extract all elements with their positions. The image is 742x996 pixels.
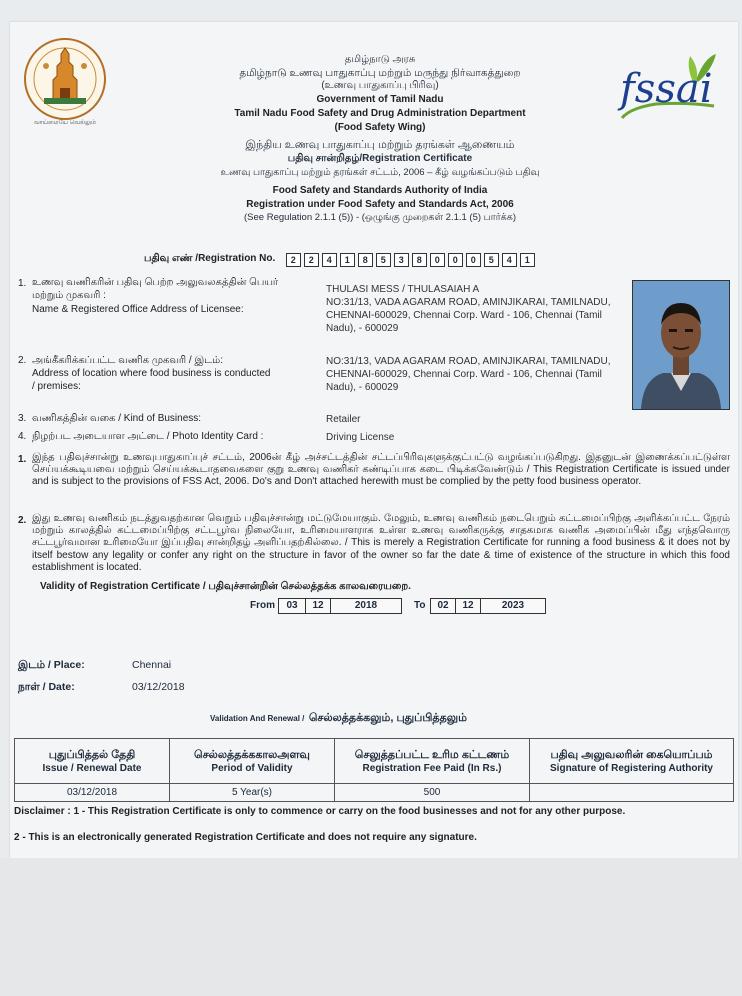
place-value: Chennai xyxy=(132,659,172,671)
fssai-logo-icon xyxy=(616,48,720,122)
field-4-number: 4. xyxy=(18,431,27,442)
note-2-en: / This is merely a Registration Certificate for running a food business & it does not by itself bestow any legality or confer any right on the structure in favor of the owner so far the date & time of existence of the structure in which this food establishment is located. xyxy=(32,537,730,573)
note-2-ta: இது உணவு வணிகம் நடத்துவதற்கான வெறும் பதிவுச்சான்று மட்டுமேயாகும். மேலும், உணவு வணிகம் நடைபெறும் கட்டமைப்பிற்கு அளிக்கப்பட்ட நேரம் மற்றும் காலத்தில் கட்டமைப்பிற்கு சட்டபூர்வ நிலையோ, உரிமையாளராக உள்ள உணவு வணிகருக்கு சாதகமாக வணிக அமைப்பின் மீது எந்தவொரு சட்டபூர்வமான உரிமையோ இப்பதிவு சான்றிதழ் அளிப்பதற்கில்லை. xyxy=(32,513,730,549)
from-year: 2018 xyxy=(330,598,402,614)
wing-title-en: (Food Safety Wing) xyxy=(334,122,426,133)
licensee-address: NO:31/13, VADA AGARAM ROAD, AMINJIKARAI, TAMILNADU, CHENNAI-600029, Chennai Corp. Ward - 106, Chennai (Tamil Nadu), - 600029 xyxy=(326,297,611,334)
note-1-number: 1. xyxy=(18,454,27,465)
col-fee-paid-ta: செலுத்தப்பட்ட உரிம கட்டணம் xyxy=(354,748,510,761)
authority-title-en: Food Safety and Standards Authority of India xyxy=(272,185,488,196)
registration-digit: 1 xyxy=(520,253,535,267)
col-fee-paid-en: Registration Fee Paid (In Rs.) xyxy=(362,762,502,774)
col-signature-en: Signature of Registering Authority xyxy=(550,762,713,774)
fssai-logo xyxy=(616,48,720,122)
cell-renewal-date: 03/12/2018 xyxy=(15,784,170,802)
registration-digit: 3 xyxy=(394,253,409,267)
col-renewal-date xyxy=(15,739,170,784)
field-2-label-en: Address of location where food business is conducted / premises: xyxy=(32,368,271,392)
renewal-table xyxy=(14,738,734,802)
disclaimer-1: Disclaimer : 1 - This Registration Certificate is only to commence or carry on the food businesses and not for any other purpose. xyxy=(14,806,626,817)
validity-to-label: To xyxy=(414,600,426,611)
registration-digit: 5 xyxy=(484,253,499,267)
field-1-label-ta: உணவு வணிகரின் பதிவு பெற்ற அலுவலகத்தின் பெயர் மற்றும் முகவரி : xyxy=(32,277,279,301)
registration-digit: 2 xyxy=(286,253,301,267)
field-1-number: 1. xyxy=(18,278,27,289)
to-month: 12 xyxy=(455,598,481,614)
col-period-validity xyxy=(170,739,335,784)
background-area xyxy=(0,858,742,996)
registration-digit: 5 xyxy=(376,253,391,267)
col-period-validity-en: Period of Validity xyxy=(211,762,293,774)
registration-number-row xyxy=(144,250,624,268)
registration-digit: 0 xyxy=(466,253,481,267)
date-value: 03/12/2018 xyxy=(132,681,185,693)
table-row xyxy=(15,784,734,802)
kind-of-business: Retailer xyxy=(326,414,361,425)
registration-digit: 0 xyxy=(448,253,463,267)
to-day: 02 xyxy=(430,598,456,614)
note-1-en: / This Registration Certificate is issued under and is subject to the provisions of FSS Act, 2006. Do's and Don't attached herewith must be complied by the petty food business operator. xyxy=(32,464,731,488)
from-day: 03 xyxy=(278,598,306,614)
cell-signature xyxy=(530,784,734,802)
place-label: இடம் / Place: xyxy=(18,659,85,671)
act-title-ta: உணவு பாதுகாப்பு மற்றும் தரங்கள் சட்டம், 2006 – கீழ் வழங்கப்படும் பதிவு xyxy=(220,167,540,178)
wing-title-ta: (உணவு பாதுகாப்பு பிரிவு) xyxy=(321,80,439,91)
certificate-page xyxy=(10,22,738,858)
registration-digit: 8 xyxy=(358,253,373,267)
renewal-title xyxy=(210,708,550,726)
col-signature xyxy=(530,739,734,784)
photo-id-card: Driving License xyxy=(326,432,395,443)
from-month: 12 xyxy=(305,598,331,614)
registration-digits xyxy=(286,250,538,267)
authority-title-ta: இந்திய உணவு பாதுகாப்பு மற்றும் தரங்கள் ஆணையம் xyxy=(245,139,515,151)
validity-from-label: From xyxy=(250,600,275,611)
emblem-motto: வாய்மையே வெல்லும் xyxy=(33,120,96,126)
field-4-label: நிழற்பட அடையாள அட்டை / Photo Identity Card : xyxy=(32,431,264,442)
field-2-number: 2. xyxy=(18,355,27,366)
col-renewal-date-en: Issue / Renewal Date xyxy=(42,762,142,774)
premises-address: NO:31/13, VADA AGARAM ROAD, AMINJIKARAI, TAMILNADU, CHENNAI-600029, Chennai Corp. Ward - 106, Chennai (Tamil Nadu), - 600029 xyxy=(326,356,611,393)
dept-title-ta: தமிழ்நாடு உணவு பாதுகாப்பு மற்றும் மருந்து நிர்வாகத்துறை xyxy=(239,67,521,79)
regulation-ref: (See Regulation 2.1.1 (5)) - (ஒழுங்கு முறைகள் 2.1.1 (5) பார்க்க) xyxy=(244,212,516,223)
renewal-title-en: Validation And Renewal / xyxy=(210,714,305,723)
registration-digit: 2 xyxy=(304,253,319,267)
note-2-number: 2. xyxy=(18,515,27,526)
state-title-ta: தமிழ்நாடு அரசு xyxy=(344,54,416,65)
renewal-title-ta: செல்லத்தக்கலும், புதுப்பித்தலும் xyxy=(308,712,467,724)
field-1-label-en: Name & Registered Office Address of Licensee: xyxy=(32,304,244,315)
col-renewal-date-ta: புதுப்பித்தல் தேதி xyxy=(48,748,136,761)
col-fee-paid xyxy=(335,739,530,784)
licensee-photo xyxy=(632,280,730,410)
gov-title-en: Government of Tamil Nadu xyxy=(316,94,444,105)
person-photo-icon xyxy=(633,281,729,409)
registration-label: பதிவு எண் /Registration No. xyxy=(144,253,276,264)
to-year: 2023 xyxy=(480,598,546,614)
licensee-name: THULASI MESS / THULASAIAH A xyxy=(326,284,480,295)
validity-title: Validity of Registration Certificate / பதிவுச்சான்றின் செல்லத்தக்க காலவரையறை. xyxy=(40,581,411,592)
col-period-validity-ta: செல்லத்தக்ககாலஅளவு xyxy=(194,748,310,761)
field-3-label: வணிகத்தின் வகை / Kind of Business: xyxy=(32,413,202,424)
cell-fee: 500 xyxy=(335,784,530,802)
disclaimer-2: 2 - This is an electronically generated Registration Certificate and does not require any signature. xyxy=(14,832,477,843)
table-header-row xyxy=(15,739,734,784)
field-3-number: 3. xyxy=(18,413,27,424)
note-1-ta: இந்த பதிவுச்சான்று உணவுபாதுகாப்புச் சட்டம், 2006ன் கீழ் அச்சட்டத்தின் சட்டப்பிரிவுகளுக்குட்பட்டு வழங்கப்படுகிறது. இதனுடன் இணைக்கப்பட்டுள்ள செய்யக்கூடியவை மற்றும் செய்யக்கூடாதவைகளை குறு உணவு வணிகர் கண்டிப்பாக கடை பிடிக்கவேண்டும் xyxy=(32,452,730,476)
certificate-title: பதிவு சான்றிதழ்/Registration Certificate xyxy=(287,153,473,164)
note-1 xyxy=(32,452,730,489)
cell-period: 5 Year(s) xyxy=(170,784,335,802)
registration-digit: 1 xyxy=(340,253,355,267)
registration-digit: 4 xyxy=(502,253,517,267)
note-2 xyxy=(32,513,730,574)
dept-title-en: Tamil Nadu Food Safety and Drug Administration Department xyxy=(234,108,526,119)
field-2-label-ta: அங்கீகரிக்கப்பட்ட வணிக முகவரி / இடம்: xyxy=(32,355,223,366)
registration-digit: 0 xyxy=(430,253,445,267)
act-title-en: Registration under Food Safety and Standards Act, 2006 xyxy=(246,199,514,210)
date-label: நாள் / Date: xyxy=(18,681,75,693)
registration-digit: 4 xyxy=(322,253,337,267)
registration-digit: 8 xyxy=(412,253,427,267)
col-signature-ta: பதிவு அலுவலரின் கையொப்பம் xyxy=(550,748,713,761)
tn-emblem-icon xyxy=(22,36,108,122)
svg-text:fssai: fssai xyxy=(620,66,713,112)
